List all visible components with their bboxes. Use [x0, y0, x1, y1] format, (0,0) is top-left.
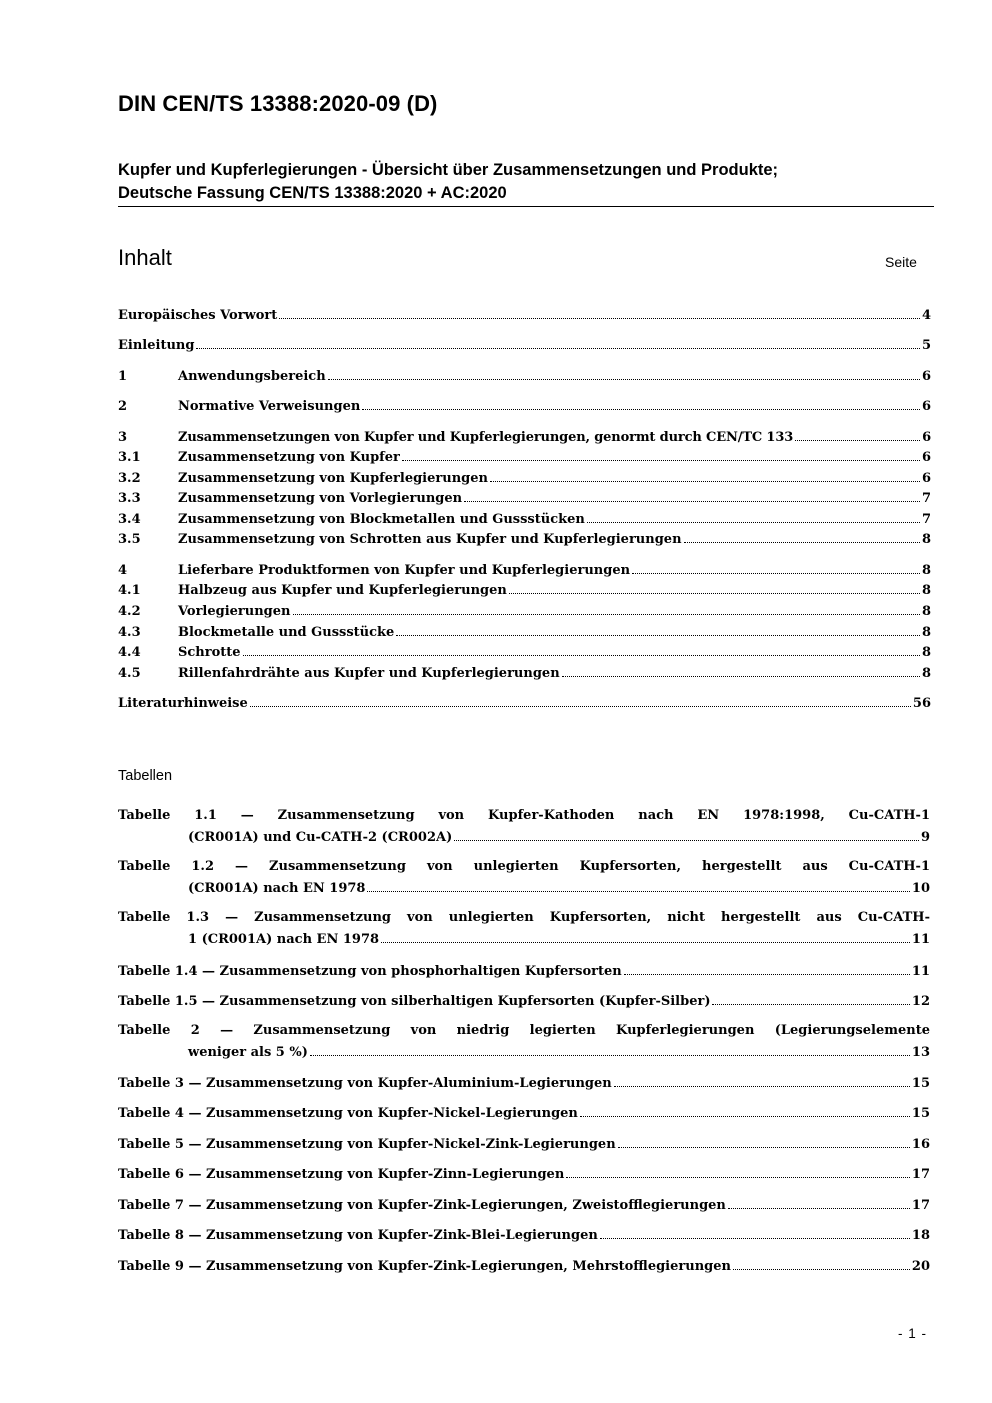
- dot-leader: [618, 1133, 910, 1148]
- toc-entry-number: 4.3: [118, 625, 141, 640]
- table-entry[interactable]: [118, 806, 930, 846]
- toc-entry-page: 6: [921, 450, 931, 465]
- toc-entry-number: 2: [118, 399, 128, 414]
- table-entry-page: 11: [911, 932, 930, 947]
- dot-leader: [362, 395, 920, 410]
- toc-entry-title: Zusammensetzungen von Kupfer und Kupferlegierungen, genormt durch CEN/TC 133: [178, 430, 794, 445]
- toc-entry-page: 6: [921, 399, 931, 414]
- toc-entry-page: 8: [921, 583, 931, 598]
- table-entry[interactable]: [118, 960, 930, 980]
- toc-entry-title: Vorlegierungen: [178, 604, 291, 619]
- table-entry-continuation: [118, 928, 930, 948]
- table-entry-title: Tabelle 8 — Zusammensetzung von Kupfer-Zink-Blei-Legierungen: [118, 1228, 598, 1243]
- toc-entry-title: Normative Verweisungen: [178, 399, 361, 414]
- toc-entry-number: 3.5: [118, 532, 141, 547]
- dot-leader: [464, 487, 920, 502]
- toc-entry-page: 5: [921, 338, 931, 353]
- table-entry-title-cont: (CR001A) und Cu-CATH-2 (CR002A): [188, 830, 453, 845]
- dot-leader: [614, 1072, 910, 1087]
- toc-entry-number: 4: [118, 563, 128, 578]
- dot-leader: [490, 467, 920, 482]
- dot-leader: [733, 1255, 910, 1270]
- table-entry[interactable]: [118, 908, 930, 948]
- toc-entry-page: 7: [921, 512, 931, 527]
- dot-leader: [712, 990, 909, 1005]
- table-entry-title: Tabelle 9 — Zusammensetzung von Kupfer-Zink-Legierungen, Mehrstofflegierungen: [118, 1259, 731, 1274]
- table-entry-continuation: [118, 1041, 930, 1061]
- toc-entry-page: 6: [921, 369, 931, 384]
- dot-leader: [580, 1102, 910, 1117]
- table-entry-page: 11: [911, 964, 930, 979]
- tables-heading: Tabellen: [118, 768, 173, 784]
- toc-entry[interactable]: [118, 600, 931, 619]
- table-entry[interactable]: [118, 1163, 930, 1183]
- toc-entry-number: 4.4: [118, 645, 141, 660]
- toc-entry[interactable]: [118, 426, 931, 445]
- toc-page-label: Seite: [885, 254, 917, 270]
- table-entry-title: Tabelle 1.1 — Zusammensetzung von Kupfer-Kathoden nach EN 1978:1998, Cu-CATH-1: [118, 808, 930, 823]
- toc-entry[interactable]: [118, 304, 931, 323]
- toc-entry[interactable]: [118, 692, 931, 711]
- table-entry-line: [118, 1163, 930, 1183]
- table-entry-line: [118, 1194, 930, 1214]
- toc-entry-page: 4: [921, 308, 931, 323]
- toc-entry-title: Blockmetalle und Gussstücke: [178, 625, 395, 640]
- toc-entry-title: Rillenfahrdrähte aus Kupfer und Kupferlegierungen: [178, 666, 560, 681]
- table-entry-page: 20: [911, 1259, 930, 1274]
- dot-leader: [600, 1224, 910, 1239]
- dot-leader: [624, 960, 910, 975]
- dot-leader: [381, 928, 910, 943]
- toc-entry-number: 1: [118, 369, 128, 384]
- table-entry-title: Tabelle 1.4 — Zusammensetzung von phosphorhaltigen Kupfersorten: [118, 964, 622, 979]
- toc-entry-title: Zusammensetzung von Blockmetallen und Gussstücken: [178, 512, 585, 527]
- table-entry-page: 10: [911, 881, 930, 896]
- table-entry-page: 13: [911, 1045, 930, 1060]
- table-entry-page: 12: [911, 994, 930, 1009]
- table-entry[interactable]: [118, 1194, 930, 1214]
- toc-entry-number: 4.5: [118, 666, 141, 681]
- table-entry-title: Tabelle 7 — Zusammensetzung von Kupfer-Zink-Legierungen, Zweistofflegierungen: [118, 1198, 726, 1213]
- toc-entry-page: 8: [921, 625, 931, 640]
- table-entry-title: Tabelle 3 — Zusammensetzung von Kupfer-Aluminium-Legierungen: [118, 1076, 612, 1091]
- toc-entry-page: 8: [921, 604, 931, 619]
- table-entry-page: 17: [911, 1167, 930, 1182]
- dot-leader: [243, 641, 920, 656]
- table-entry-page: 18: [911, 1228, 930, 1243]
- table-entry-page: 15: [911, 1076, 930, 1091]
- toc-entry-page: 6: [921, 471, 931, 486]
- toc-entry-number: 3.1: [118, 450, 141, 465]
- toc-entry-number: 4.2: [118, 604, 141, 619]
- toc-entry[interactable]: [118, 467, 931, 486]
- table-entry[interactable]: [118, 1255, 930, 1275]
- document-subtitle: [118, 159, 934, 205]
- subtitle-line-1: Kupfer und Kupferlegierungen - Übersicht über Zusammensetzungen und Produkte;: [118, 161, 779, 179]
- toc-entry-number: 3: [118, 430, 127, 445]
- table-entry[interactable]: [118, 1224, 930, 1244]
- toc-entry[interactable]: [118, 662, 931, 681]
- table-entry-line: [118, 1102, 930, 1122]
- title-divider: [118, 206, 934, 207]
- toc-entry-page: 8: [921, 645, 931, 660]
- table-entry-title: Tabelle 5 — Zusammensetzung von Kupfer-Nickel-Zink-Legierungen: [118, 1137, 616, 1152]
- table-entry-page: 16: [911, 1137, 930, 1152]
- dot-leader: [396, 621, 920, 636]
- toc-entry-title: Zusammensetzung von Schrotten aus Kupfer und Kupferlegierungen: [178, 532, 682, 547]
- dot-leader: [562, 662, 920, 677]
- toc-entry[interactable]: [118, 559, 931, 578]
- toc-entry-page: 8: [921, 666, 931, 681]
- toc-entry-title: Europäisches Vorwort: [118, 308, 278, 323]
- dot-leader: [279, 304, 920, 319]
- dot-leader: [310, 1041, 910, 1056]
- dot-leader: [566, 1163, 910, 1178]
- toc-entry[interactable]: [118, 579, 931, 598]
- table-entry-page: 15: [911, 1106, 930, 1121]
- table-entry-line: [118, 1224, 930, 1244]
- table-entry[interactable]: [118, 1102, 930, 1122]
- table-entry-title: Tabelle 1.2 — Zusammensetzung von unlegierten Kupfersorten, hergestellt aus Cu-CATH-1: [118, 859, 930, 874]
- toc-entry[interactable]: [118, 446, 931, 465]
- table-entry-title-cont: weniger als 5 %): [188, 1045, 308, 1060]
- table-entry-continuation: [118, 826, 930, 846]
- table-entry-line: [118, 960, 930, 980]
- dot-leader: [196, 334, 920, 349]
- toc-entry[interactable]: [118, 487, 931, 506]
- table-entry[interactable]: [118, 1133, 930, 1153]
- toc-entry-title: Halbzeug aus Kupfer und Kupferlegierungen: [178, 583, 507, 598]
- toc-entry-number: 3.4: [118, 512, 141, 527]
- toc-entry-title: Lieferbare Produktformen von Kupfer und Kupferlegierungen: [178, 563, 631, 578]
- table-entry-title-cont: (CR001A) nach EN 1978: [188, 881, 366, 896]
- page-number: - 1 -: [898, 1326, 928, 1341]
- table-entry-continuation: [118, 877, 930, 897]
- table-entry-page: 9: [920, 830, 930, 845]
- toc-entry-page: 7: [921, 491, 931, 506]
- dot-leader: [367, 877, 909, 892]
- table-entry-title-cont: 1 (CR001A) nach EN 1978: [188, 932, 380, 947]
- table-entry[interactable]: [118, 1072, 930, 1092]
- toc-entry-title: Anwendungsbereich: [178, 369, 326, 384]
- toc-heading: Inhalt: [118, 245, 172, 270]
- dot-leader: [454, 826, 919, 841]
- toc-entry-title: Literaturhinweise: [118, 696, 248, 711]
- table-entry-page: 17: [911, 1198, 930, 1213]
- toc-entry-title: Schrotte: [178, 645, 241, 660]
- toc-entry-title: Zusammensetzung von Vorlegierungen: [178, 491, 463, 506]
- table-entry-title: Tabelle 2 — Zusammensetzung von niedrig legierten Kupferlegierungen (Legierungselemente: [118, 1023, 930, 1038]
- toc-entry-title: Einleitung: [118, 338, 195, 353]
- dot-leader: [402, 446, 920, 461]
- toc-entry-page: 8: [921, 532, 931, 547]
- toc-entry-title: Zusammensetzung von Kupferlegierungen: [178, 471, 488, 486]
- table-entry-title: Tabelle 1.3 — Zusammensetzung von unlegierten Kupfersorten, nicht hergestellt aus Cu-CATH-: [118, 910, 930, 925]
- table-entry-title: Tabelle 4 — Zusammensetzung von Kupfer-Nickel-Legierungen: [118, 1106, 578, 1121]
- subtitle-line-2: Deutsche Fassung CEN/TS 13388:2020 + AC:2020: [118, 184, 507, 202]
- dot-leader: [293, 600, 920, 615]
- document-id-title: DIN CEN/TS 13388:2020-09 (D): [118, 91, 438, 116]
- toc-entry-number: 3.2: [118, 471, 141, 486]
- toc-entry-page: 6: [922, 430, 931, 445]
- toc-entry[interactable]: [118, 365, 931, 384]
- dot-leader: [250, 692, 911, 707]
- table-entry-title: Tabelle 1.5 — Zusammensetzung von silberhaltigen Kupfersorten (Kupfer-Silber): [118, 994, 711, 1009]
- dot-leader: [509, 579, 920, 594]
- toc-entry-number: 3.3: [118, 491, 141, 506]
- table-entry-line: [118, 1133, 930, 1153]
- dot-leader: [587, 508, 920, 523]
- toc-entry-title: Zusammensetzung von Kupfer: [178, 450, 400, 465]
- table-entry[interactable]: [118, 990, 930, 1010]
- toc-entry-number: 4.1: [118, 583, 141, 598]
- toc-entry[interactable]: [118, 621, 931, 640]
- table-entry[interactable]: [118, 857, 930, 897]
- toc-entry[interactable]: [118, 641, 931, 660]
- toc-entry-page: 8: [921, 563, 931, 578]
- toc-entry[interactable]: [118, 334, 931, 353]
- table-entry-line: [118, 1255, 930, 1275]
- dot-leader: [684, 528, 920, 543]
- dot-leader: [328, 365, 920, 380]
- table-entry-line: [118, 1072, 930, 1092]
- toc-entry[interactable]: [118, 395, 931, 414]
- table-entry-title: Tabelle 6 — Zusammensetzung von Kupfer-Zinn-Legierungen: [118, 1167, 565, 1182]
- table-entry[interactable]: [118, 1021, 930, 1061]
- dot-leader: [632, 559, 920, 574]
- toc-entry[interactable]: [118, 508, 931, 527]
- dot-leader: [795, 426, 920, 441]
- table-entry-line: [118, 990, 930, 1010]
- toc-entry[interactable]: [118, 528, 931, 547]
- toc-entry-page: 56: [912, 696, 931, 711]
- dot-leader: [728, 1194, 910, 1209]
